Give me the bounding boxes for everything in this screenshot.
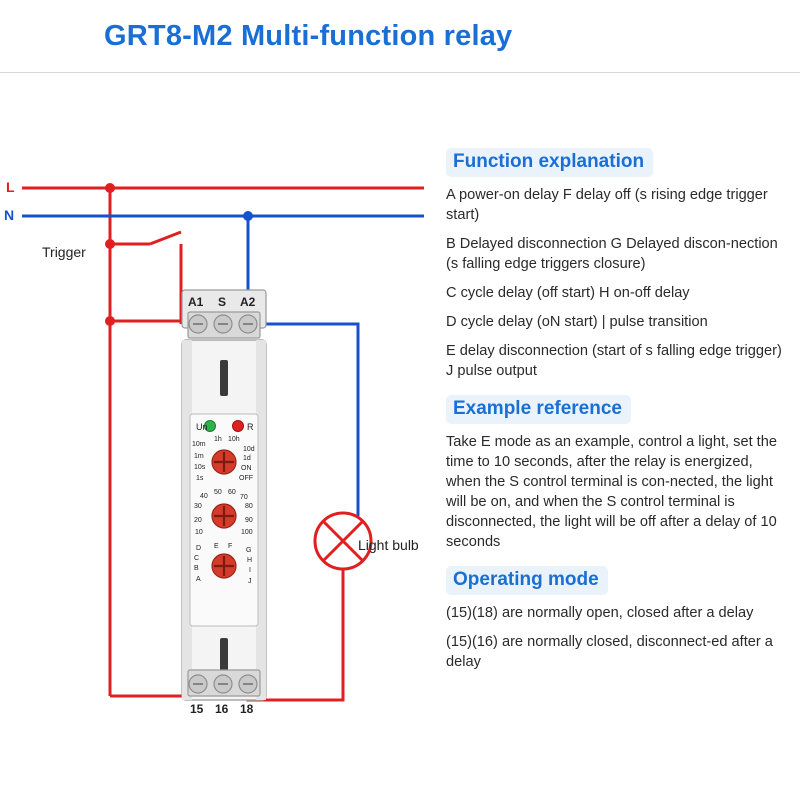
svg-text:10: 10 [195,529,203,536]
svg-text:20: 20 [194,517,202,524]
svg-text:1s: 1s [196,475,204,482]
terminal-label-15: 15 [190,702,204,716]
svg-text:50: 50 [214,489,222,496]
svg-text:B: B [194,565,199,572]
svg-text:I: I [249,567,251,574]
section-heading-operating-mode: Operating mode [446,566,608,595]
svg-text:ON: ON [241,465,252,472]
svg-text:10d: 10d [243,446,255,453]
label-neutral-N: N [4,207,15,223]
section-operating-mode [446,566,782,672]
operating-mode-line-1: (15)(18) are normally open, closed after a delay [446,605,754,621]
function-explanation-line-5: E delay disconnection (start of s falling edge trigger) J pulse output [446,343,782,379]
terminal-label-18: 18 [240,702,254,716]
svg-text:100: 100 [241,529,253,536]
svg-text:70: 70 [240,494,248,501]
section-heading-function-explanation: Function explanation [446,148,653,177]
svg-text:10m: 10m [192,441,206,448]
operating-mode-line-2: (15)(16) are normally closed, disconnect-ed after a delay [446,634,773,670]
svg-text:1d: 1d [243,455,251,462]
svg-text:1m: 1m [194,453,204,460]
svg-text:D: D [196,545,202,552]
svg-text:60: 60 [228,489,236,496]
svg-text:C: C [194,555,200,562]
svg-text:OFF: OFF [239,475,253,482]
section-function-explanation [446,148,782,381]
svg-text:H: H [247,557,253,564]
page-header [0,0,800,73]
function-explanation-line-4: D cycle delay (oN start) | pulse transition [446,314,708,330]
section-example-reference [446,395,782,552]
label-trigger: Trigger [42,244,86,260]
svg-text:Un: Un [196,422,208,432]
explanation-column [446,148,782,686]
relay-device [182,290,266,700]
terminal-label-s: S [218,295,227,309]
label-light-bulb: Light bulb [358,537,419,553]
function-explanation-line-2: B Delayed disconnection G Delayed discon-nection (s falling edge triggers closure) [446,236,778,272]
svg-text:R: R [247,422,254,432]
svg-text:G: G [246,547,252,554]
svg-text:J: J [248,578,252,585]
section-heading-example-reference: Example reference [446,395,631,424]
svg-text:40: 40 [200,493,208,500]
function-explanation-line-3: C cycle delay (off start) H on-off delay [446,285,690,301]
terminal-label-a1: A1 [188,295,204,309]
terminal-label-16: 16 [215,702,229,716]
svg-text:10h: 10h [228,436,240,443]
page-title: GRT8-M2 Multi-function relay [104,19,513,52]
label-line-L: L [6,179,15,195]
svg-text:30: 30 [194,503,202,510]
svg-text:1h: 1h [214,436,222,443]
svg-text:10s: 10s [194,464,206,471]
svg-text:F: F [228,543,233,550]
wiring-diagram [0,96,446,756]
svg-text:E: E [214,543,219,550]
svg-text:A: A [196,576,201,583]
svg-text:80: 80 [245,503,253,510]
function-explanation-line-1: A power-on delay F delay off (s rising edge trigger start) [446,187,768,223]
terminal-label-a2: A2 [240,295,256,309]
svg-text:90: 90 [245,517,253,524]
example-reference-text: Take E mode as an example, control a light, set the time to 10 seconds, after the relay is energized, when the S control terminal is con-nected, the light will be on, and when the S control terminal is disconnected, the light will be off after a delay of 10 seconds [446,434,777,550]
